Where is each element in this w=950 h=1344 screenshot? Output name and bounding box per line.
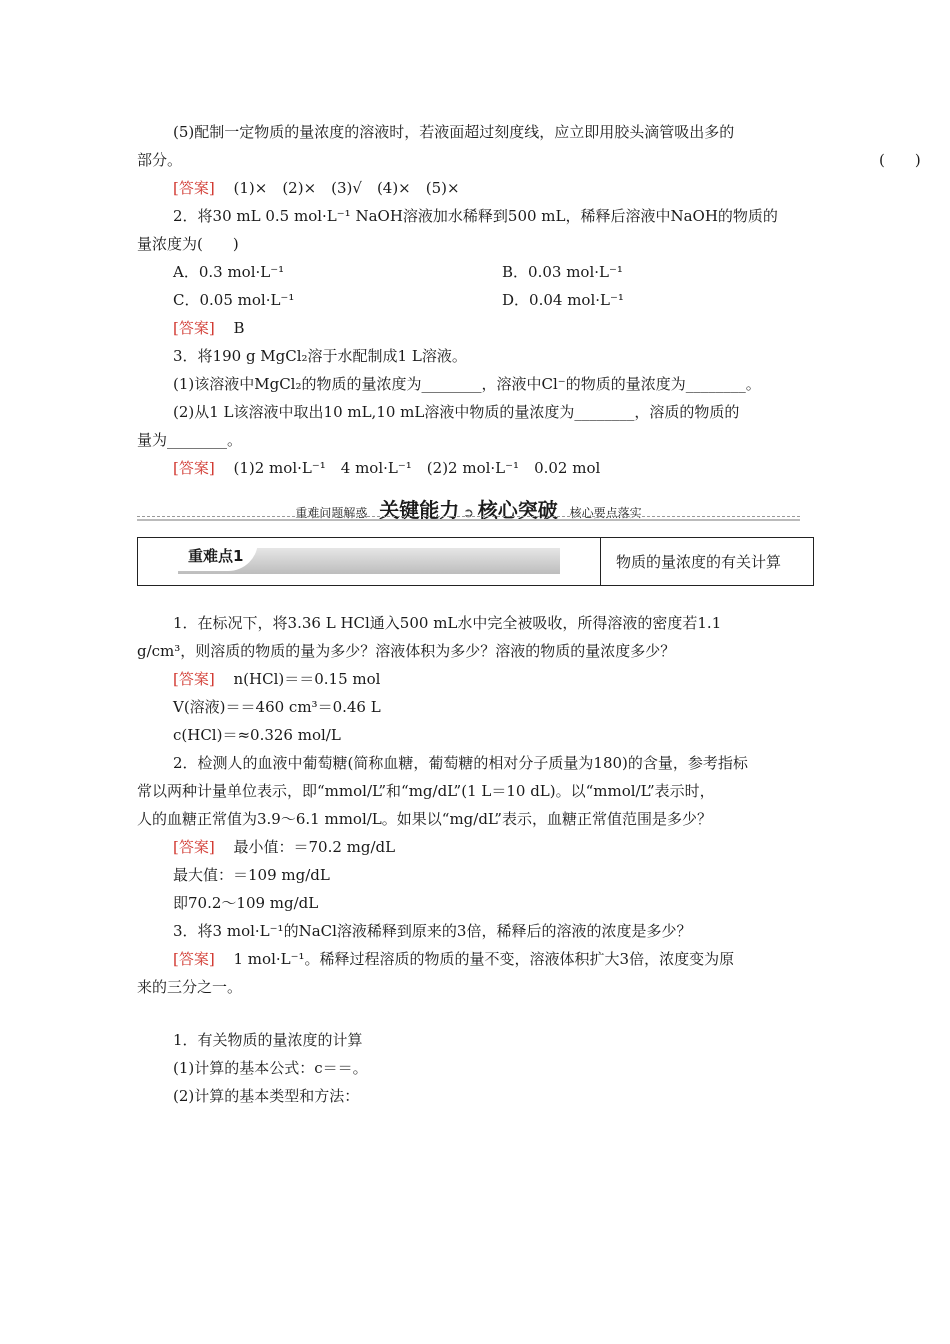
banner-divider — [137, 516, 800, 517]
answer-tag: [答案] — [173, 459, 215, 477]
answer-3-text: (1)2 mol·L⁻¹ 4 mol·L⁻¹ (2)2 mol·L⁻¹ 0.02 mol — [233, 459, 601, 477]
answer-bracket: ( ) — [879, 151, 921, 169]
problem-1-line-2: g/cm³，则溶质的物质的量为多少？溶液体积为多少？溶液的物质的量浓度多少？ — [137, 642, 676, 660]
problem-2-line-3: 人的血糖正常值为3.9～6.1 mmol/L。如果以“mg/dL”表示，血糖正常值范围是多少？ — [137, 810, 712, 828]
answer-tag: [答案] — [173, 950, 215, 968]
options-row-1 — [173, 262, 815, 282]
option-d: D．0.04 mol·L⁻¹ — [502, 291, 624, 309]
question-5-text: 部分。 — [137, 151, 183, 169]
answer-tag: [答案] — [173, 319, 215, 337]
keypoint-box — [137, 537, 814, 586]
answer-p2-line-2: 最大值：＝109 mg/dL — [173, 866, 330, 884]
problem-1-line-1: 1．在标况下，将3.36 L HCl通入500 mL水中完全被吸收，所得溶液的密度若1.1 — [173, 614, 722, 632]
answer-1-text: (1)× (2)× (3)√ (4)× (5)× — [233, 179, 460, 197]
answer-tag: [答案] — [173, 838, 215, 856]
question-5-line-1: (5)配制一定物质的量浓度的溶液时，若液面超过刻度线，应立即用胶头滴管吸出多的 — [173, 123, 735, 141]
answer-line-1 — [173, 178, 815, 198]
problem-3-line-1: 3．将3 mol·L⁻¹的NaCl溶液稀释到原来的3倍，稀释后的溶液的浓度是多少？ — [173, 922, 692, 940]
answer-p1-line-3: c(HCl)＝≈0.326 mol/L — [173, 726, 341, 744]
answer-p2-line-1 — [173, 837, 815, 857]
answer-p2-line-3: 即70.2～109 mg/dL — [173, 894, 319, 912]
summary-formula: (1)计算的基本公式：c＝＝。 — [173, 1059, 368, 1077]
options-row-2 — [173, 290, 815, 310]
answer-p3-line-1 — [173, 949, 815, 969]
banner-title-2: 核心突破 — [477, 498, 558, 522]
answer-2-text: B — [233, 319, 245, 337]
answer-p2-text: 最小值：＝70.2 mg/dL — [233, 838, 396, 856]
keypoint-tag: 重难点1 — [178, 541, 258, 571]
option-a: A．0.3 mol·L⁻¹ — [173, 263, 285, 281]
answer-p3-line-2: 来的三分之一。 — [137, 978, 243, 996]
banner-divider — [137, 519, 800, 521]
keypoint-topic: 物质的量浓度的有关计算 — [616, 553, 782, 571]
banner-left-caption: 重难问题解惑 — [295, 506, 368, 520]
question-3-line-1: 3．将190 g MgCl₂溶于水配制成1 L溶液。 — [173, 347, 467, 365]
arrow-icon: ➲ — [463, 506, 474, 521]
answer-tag: [答案] — [173, 670, 215, 688]
summary-heading: 1．有关物质的量浓度的计算 — [173, 1031, 363, 1049]
keypoint-divider — [600, 538, 601, 585]
answer-line-3 — [173, 458, 815, 478]
question-3-line-3: (2)从1 L该溶液中取出10 mL,10 mL溶液中物质的量浓度为________，溶质的物质的 — [173, 403, 740, 421]
option-b: B．0.03 mol·L⁻¹ — [502, 263, 623, 281]
answer-p1-text: n(HCl)＝＝0.15 mol — [233, 670, 381, 688]
answer-line-2 — [173, 318, 815, 338]
question-3-line-2: (1)该溶液中MgCl₂的物质的量浓度为________，溶液中Cl⁻的物质的量浓度为________。 — [173, 375, 761, 393]
question-2-line-2: 量浓度为( ) — [137, 235, 239, 253]
problem-2-line-2: 常以两种计量单位表示，即“mmol/L”和“mg/dL”(1 L＝10 dL)。以“mmol/L”表示时， — [137, 782, 715, 800]
question-5-line-2 — [137, 150, 921, 170]
answer-p1-line-2: V(溶液)＝＝460 cm³＝0.46 L — [173, 698, 381, 716]
answer-tag: [答案] — [173, 179, 215, 197]
summary-types: (2)计算的基本类型和方法： — [173, 1087, 360, 1105]
answer-p3-text: 1 mol·L⁻¹。稀释过程溶质的物质的量不变，溶液体积扩大3倍，浓度变为原 — [233, 950, 735, 968]
problem-2-line-1: 2．检测人的血液中葡萄糖(简称血糖，葡萄糖的相对分子质量为180)的含量，参考指标 — [173, 754, 748, 772]
answer-p1-line-1 — [173, 669, 815, 689]
question-3-line-4: 量为________。 — [137, 431, 243, 449]
banner-title-1: 关键能力 — [379, 498, 460, 522]
option-c: C．0.05 mol·L⁻¹ — [173, 291, 295, 309]
banner-right-caption: 核心要点落实 — [569, 506, 642, 520]
question-2-line-1: 2．将30 mL 0.5 mol·L⁻¹ NaOH溶液加水稀释到500 mL，稀释后溶液中NaOH的物质的 — [173, 207, 778, 225]
